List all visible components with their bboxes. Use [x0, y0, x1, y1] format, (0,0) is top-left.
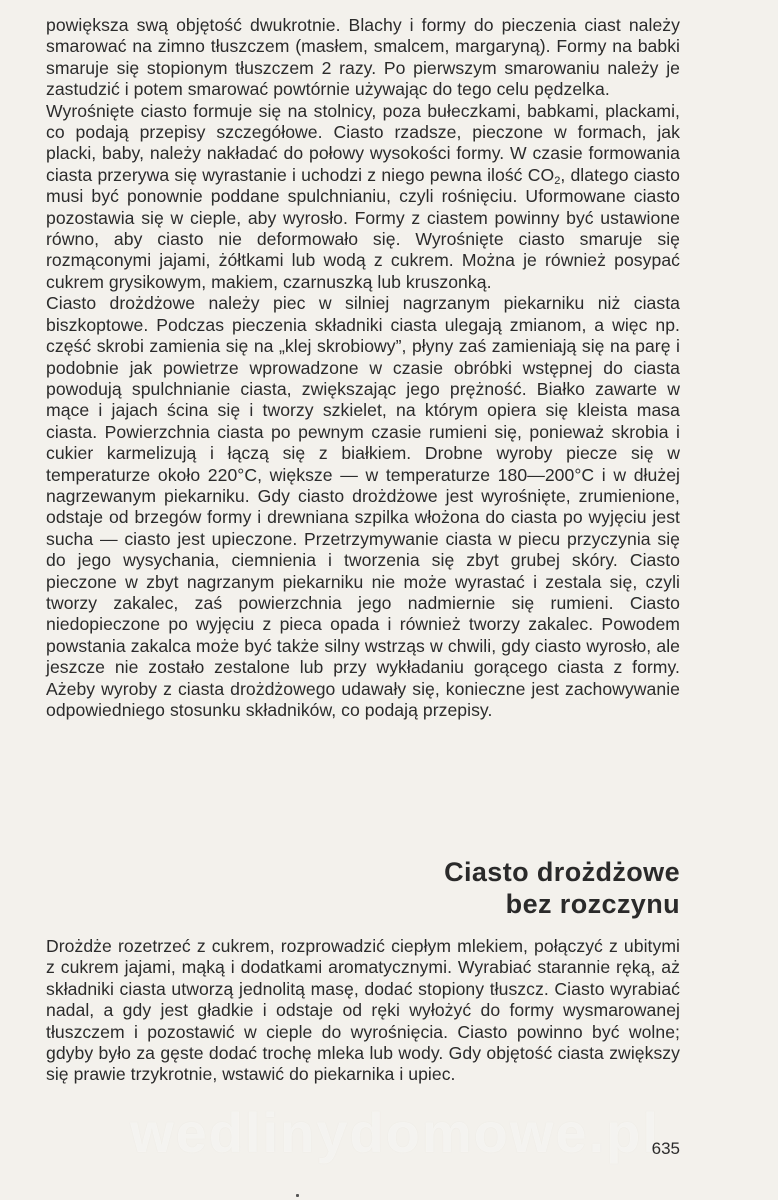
recipe-heading — [444, 856, 680, 920]
watermark: wedlinydomowe.pl — [130, 1101, 660, 1164]
paragraph-greasing: powiększa swą objętość dwukrotnie. Blachy i formy do pieczenia ciast należy smarować na zimno tłuszczem (masłem, smalcem, margaryną). Formy na babki smaruje się stopionym tłuszczem 2 razy. Po pierwszym smarowaniu należy je zastudzić i potem smarować powtórnie używając do tego celu pędzelka. — [46, 15, 680, 100]
co2-subscript: 2 — [554, 174, 561, 187]
page-number: 635 — [651, 1139, 680, 1158]
paragraph-forming-part1: Wyrośnięte ciasto formuje się na stolnicy, poza bułeczkami, babkami, plackami, co podają przepisy szczegółowe. Ciasto rzadsze, pieczone w formach, jak placki, baby, należy nakładać do połowy wysokości formy. W czasie formowania ciasta przerywa się wyrastanie i uchodzi z niego pewna ilość CO — [46, 100, 680, 185]
recipe-heading-line1: Ciasto drożdżowe — [444, 857, 680, 887]
page-edge-mark — [296, 1194, 299, 1197]
body-text-top — [46, 15, 680, 721]
paragraph-baking: Ciasto drożdżowe należy piec w silniej nagrzanym piekarniku niż ciasta biszkoptowe. Podczas pieczenia składniki ciasta ulegają zmianom, a więc np. część skrobi zamienia się na „klej skrobiowy”, płyny zaś zamieniają się na parę i podobnie jak powietrze wprowadzone w czasie obróbki wstępnej do ciasta powodują spulchnianie ciasta, zwiększając jego prężność. Białko zawarte w mące i jajach ścina się i tworzy szkielet, na którym opiera się kleista masa ciasta. Powierzchnia ciasta po pewnym czasie rumieni się, ponieważ skrobia i cukier karmelizują i łączą się z białkiem. Drobne wyroby piecze się w temperaturze około 220°C, większe — w temperaturze 180—200°C i w dłużej nagrzewanym piekarniku. Gdy ciasto drożdżowe jest wyrośnięte, zrumienione, odstaje od brzegów formy i drewniana szpilka włożona do ciasta po wyjęciu jest sucha — ciasto jest upieczone. Przetrzymywanie ciasta w piecu przyczynia się do jego wysychania, ciemnienia i tworzenia się zbyt grubej skóry. Ciasto pieczone w zbyt nagrzanym piekarniku nie może wyrastać i zestala się, czyli tworzy zakalec, zaś powierzchnia jego nadmiernie się rumieni. Ciasto niedopieczone po wyjęciu z pieca opada i również tworzy zakalec. Powodem powstania zakalca może być także silny wstrząs w chwili, gdy ciasto wyrosło, ale jeszcze nie zostało zestalone lub przy wykładaniu gorącego ciasta z formy. Ażeby wyroby z ciasta drożdżowego udawały się, konieczne jest zachowywanie odpowiedniego stosunku składników, co podają przepisy. — [46, 293, 680, 720]
paragraph-forming-part2: , dlatego ciasto musi być ponownie poddane spulchnianiu, czyli rośnięciu. Uformowane ciasto pozostawia się w cieple, aby wyrosło. Formy z ciastem powinny być ustawione równo, aby ciasto nie deformowało się. Wyrośnięte ciasto smaruje się rozmąconymi jajami, żółtkami lub wodą z cukrem. Można je również posypać cukrem grysikowym, makiem, czarnuszką lub kruszonką. — [46, 164, 680, 292]
recipe-body — [46, 936, 680, 1086]
paragraph-forming — [46, 101, 680, 294]
recipe-heading-line2: bez rozczynu — [505, 889, 680, 919]
recipe-paragraph: Drożdże rozetrzeć z cukrem, rozprowadzić ciepłym mlekiem, połączyć z ubitymi z cukrem jajami, mąką i dodatkami aromatycznymi. Wyrabiać starannie ręką, aż składniki ciasta utworzą jednolitą masę, dodać stopiony tłuszcz. Ciasto wyrabiać nadal, a gdy jest gładkie i odstaje od ręki wyłożyć do formy wysmarowanej tłuszczem i pozostawić w cieple do wyrośnięcia. Ciasto powinno być wolne; gdyby było za gęste dodać trochę mleka lub wody. Gdy objętość ciasta zwiększy się prawie trzykrotnie, wstawić do piekarnika i upiec. — [46, 936, 680, 1085]
